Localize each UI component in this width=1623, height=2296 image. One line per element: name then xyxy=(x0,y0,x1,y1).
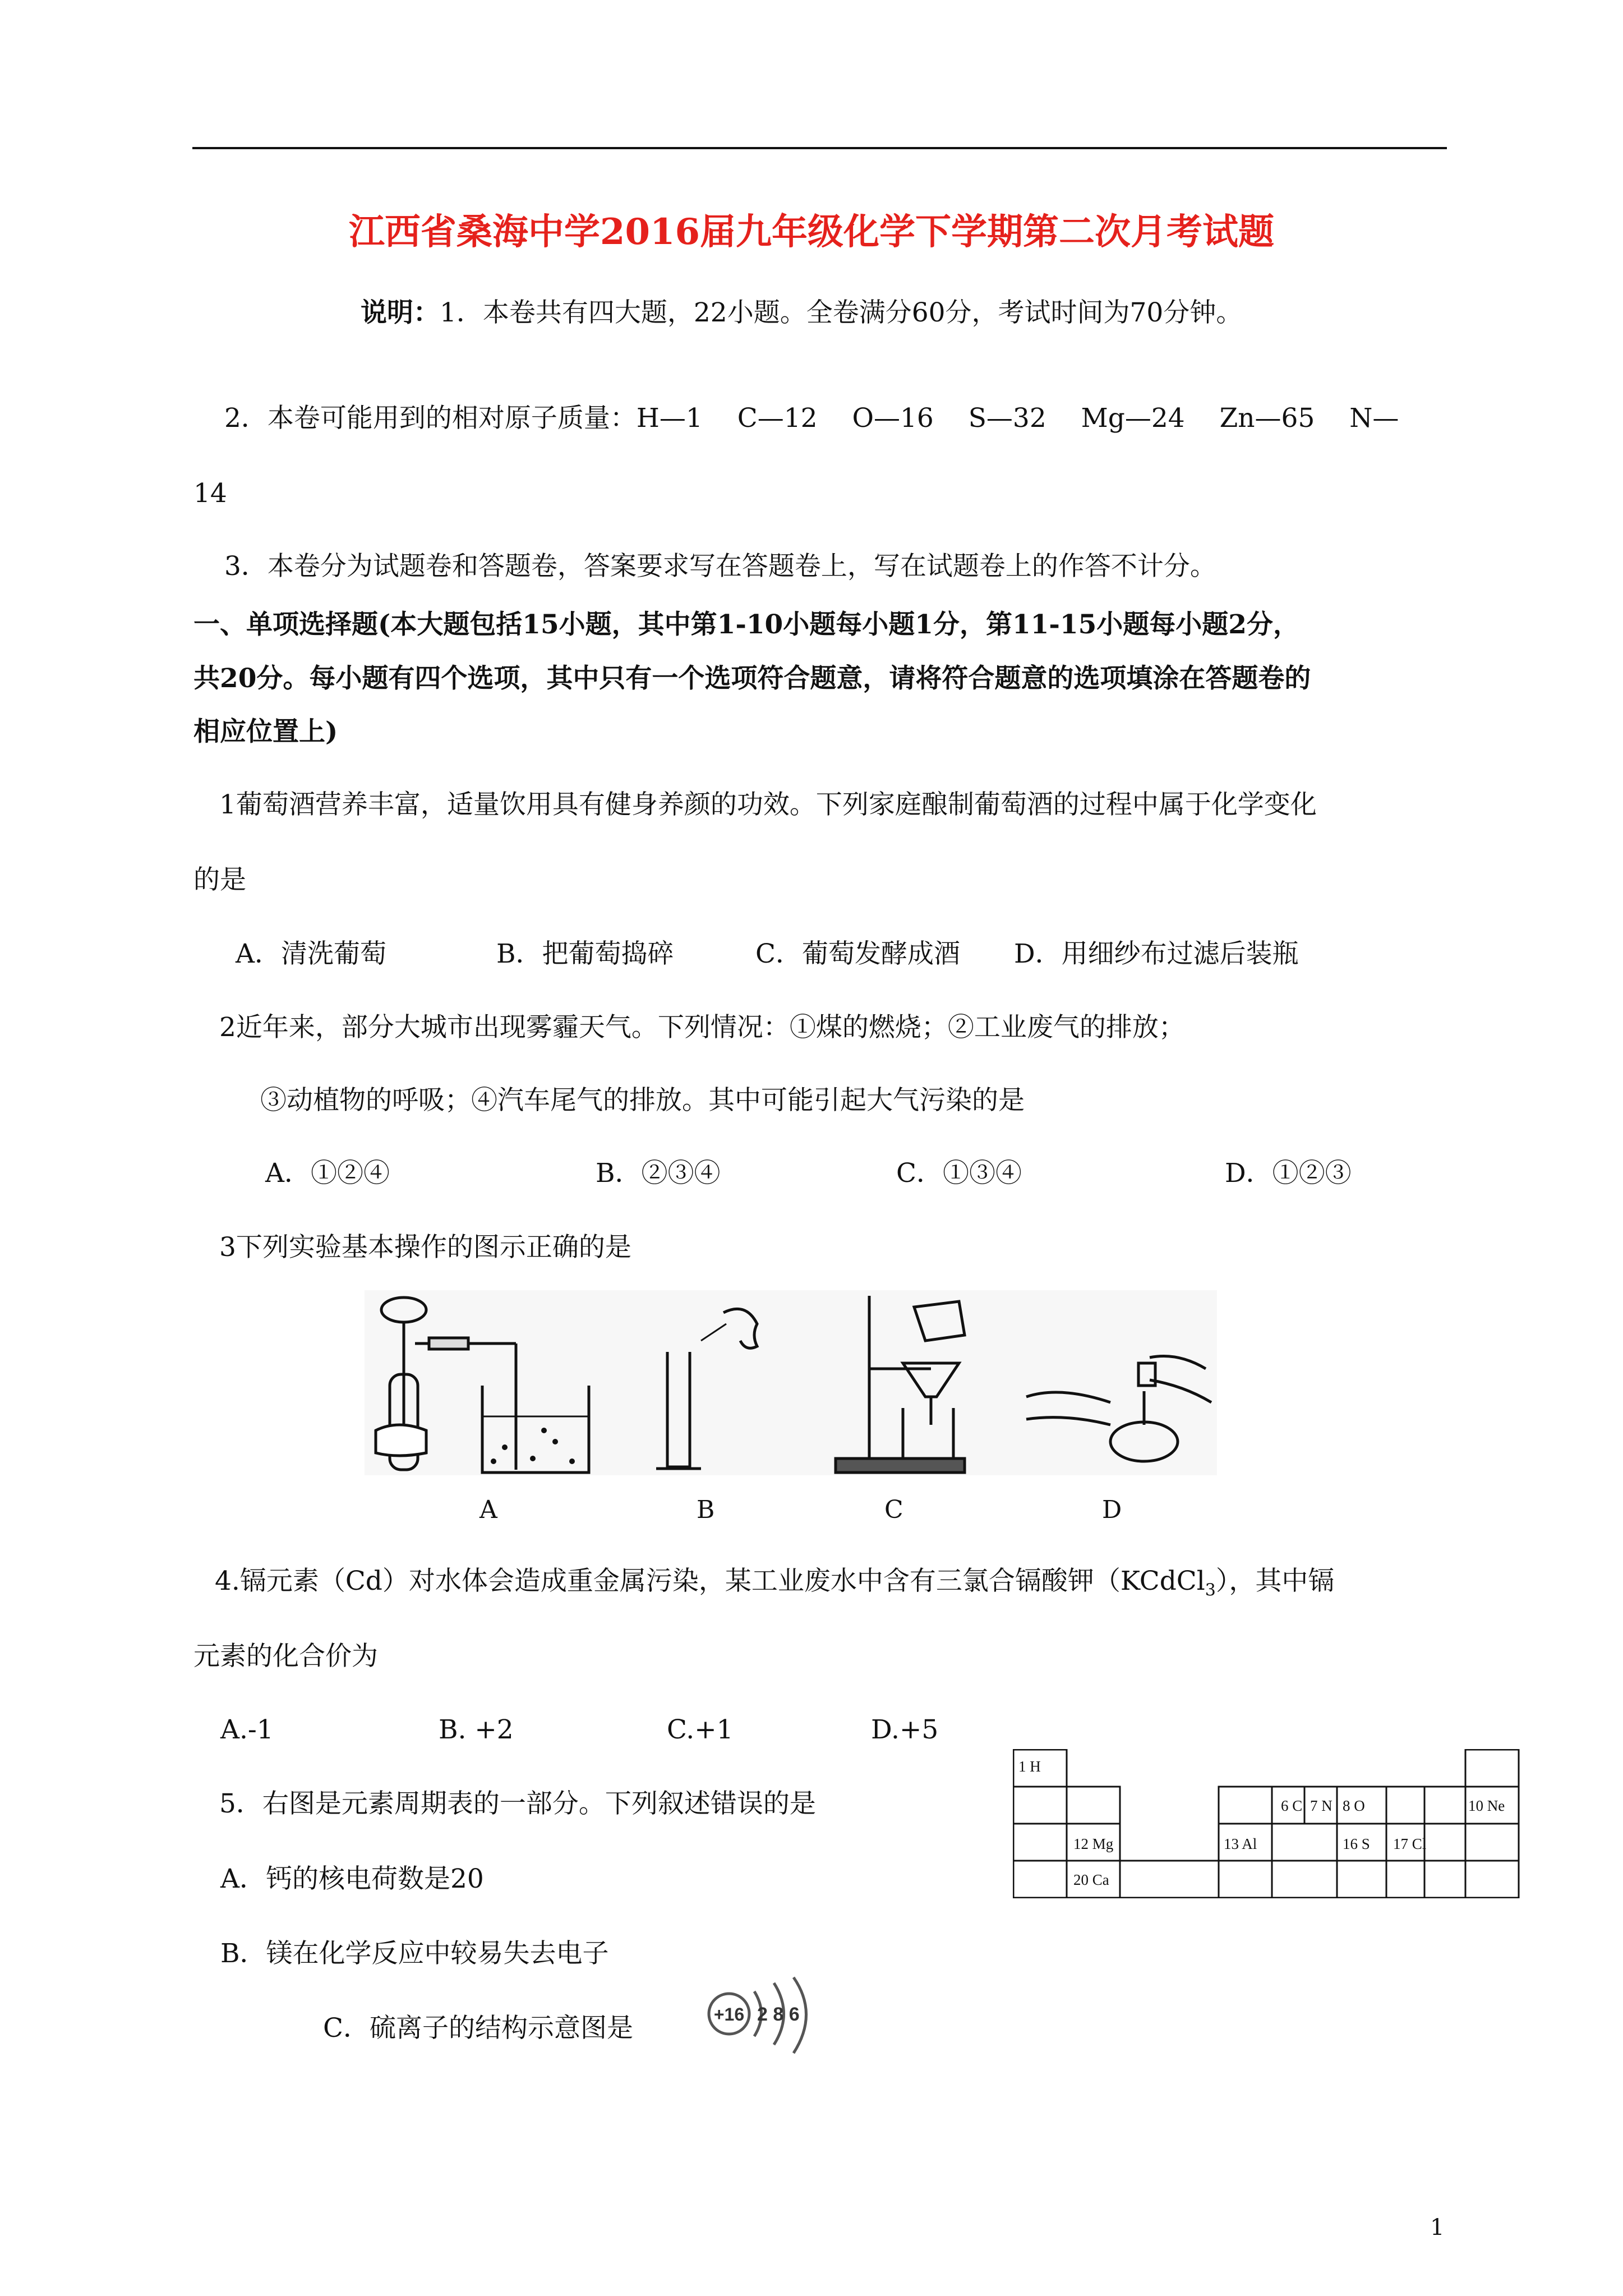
q5-stem: 5．右图是元素周期表的一部分。下列叙述错误的是 xyxy=(219,1788,816,1819)
header-rule xyxy=(192,147,1447,149)
q4-stem-continued: 元素的化合价为 xyxy=(193,1641,378,1672)
q4-subscript: 3 xyxy=(1205,1580,1216,1600)
q2-stem: 2近年来，部分大城市出现雾霾天气。下列情况：①煤的燃烧；②工业废气的排放； xyxy=(219,1012,1185,1043)
element-s: 16 S xyxy=(1343,1835,1370,1852)
q4-option-a: A.-1 xyxy=(220,1714,274,1745)
nucleus-charge: +16 xyxy=(713,2004,745,2024)
q1-stem: 1葡萄酒营养丰富，适量饮用具有健身养颜的功效。下列家庭酿制葡萄酒的过程中属于化学变化 xyxy=(219,789,1317,820)
q1-option-d: D．用细纱布过滤后装瓶 xyxy=(1014,938,1299,969)
q4-stem-part-1: 4.镉元素（Cd）对水体会造成重金属污染，某工业废水中含有三氯合镉酸钾（KCdCl xyxy=(215,1566,1205,1596)
periodic-table-fragment xyxy=(1013,1749,1520,1898)
element-h: 1 H xyxy=(1018,1758,1041,1775)
element-c: 6 C xyxy=(1281,1797,1303,1814)
q4-option-d: D.+5 xyxy=(871,1714,939,1745)
q3-stem: 3下列实验基本操作的图示正确的是 xyxy=(219,1232,631,1263)
lab-operations-figure xyxy=(365,1290,1217,1475)
q2-option-a: A．①②④ xyxy=(265,1158,390,1189)
note-2-continued: 14 xyxy=(193,478,227,509)
q1-stem-continued: 的是 xyxy=(193,864,246,895)
q5-option-a: A．钙的核电荷数是20 xyxy=(220,1864,484,1894)
notes-label: 说明： xyxy=(361,297,440,328)
section-heading-line-3: 相应位置上) xyxy=(193,716,338,747)
q5-option-c: C．硫离子的结构示意图是 xyxy=(323,2013,633,2044)
electron-shells: 2 8 6 xyxy=(757,2004,800,2025)
page-number: 1 xyxy=(1430,2215,1445,2240)
element-n: 7 N xyxy=(1310,1797,1332,1814)
element-cl: 17 Cl xyxy=(1393,1835,1427,1852)
note-3: 3．本卷分为试题卷和答题卷，答案要求写在答题卷上，写在试题卷上的作答不计分。 xyxy=(224,551,1216,582)
q1-option-a: A．清洗葡萄 xyxy=(236,938,386,969)
q2-option-c: C．①③④ xyxy=(896,1158,1022,1189)
section-heading-line-1: 一、单项选择题(本大题包括15小题，其中第1-10小题每小题1分，第11-15小题每小题2分， xyxy=(193,609,1299,640)
q4-option-b: B. +2 xyxy=(439,1714,514,1745)
q2-stem-continued: ③动植物的呼吸；④汽车尾气的排放。其中可能引起大气污染的是 xyxy=(260,1085,1025,1116)
q2-option-d: D．①②③ xyxy=(1225,1158,1352,1189)
figure-label-b: B xyxy=(697,1496,715,1524)
element-al: 13 Al xyxy=(1224,1835,1257,1852)
q4-option-c: C.+1 xyxy=(667,1714,734,1745)
figure-label-c: C xyxy=(884,1496,903,1524)
figure-label-a: A xyxy=(479,1496,497,1524)
q2-option-b: B．②③④ xyxy=(596,1158,721,1189)
element-o: 8 O xyxy=(1343,1797,1365,1814)
note-1: 1．本卷共有四大题，22小题。全卷满分60分，考试时间为70分钟。 xyxy=(440,297,1243,328)
element-ca: 20 Ca xyxy=(1073,1871,1109,1888)
page-title: 江西省桑海中学2016届九年级化学下学期第二次月考试题 xyxy=(348,211,1275,253)
section-heading-line-2: 共20分。每小题有四个选项，其中只有一个选项符合题意，请将符合题意的选项填涂在答题卷的 xyxy=(193,663,1311,694)
sulfur-ion-diagram xyxy=(701,1975,841,2059)
q4-stem xyxy=(215,1568,1334,1599)
element-ne: 10 Ne xyxy=(1468,1797,1505,1814)
q1-option-c: C．葡萄发酵成酒 xyxy=(755,938,960,969)
q4-stem-part-2: ），其中镉 xyxy=(1215,1566,1335,1596)
notes-line-1 xyxy=(361,297,1243,328)
element-mg: 12 Mg xyxy=(1073,1835,1114,1852)
q5-option-b: B．镁在化学反应中较易失去电子 xyxy=(220,1938,609,1969)
q1-option-b: B．把葡萄捣碎 xyxy=(496,938,674,969)
figure-label-d: D xyxy=(1102,1496,1122,1524)
note-2: 2．本卷可能用到的相对原子质量：H—1 C—12 O—16 S—32 Mg—24 Zn—65 N— xyxy=(224,403,1399,434)
